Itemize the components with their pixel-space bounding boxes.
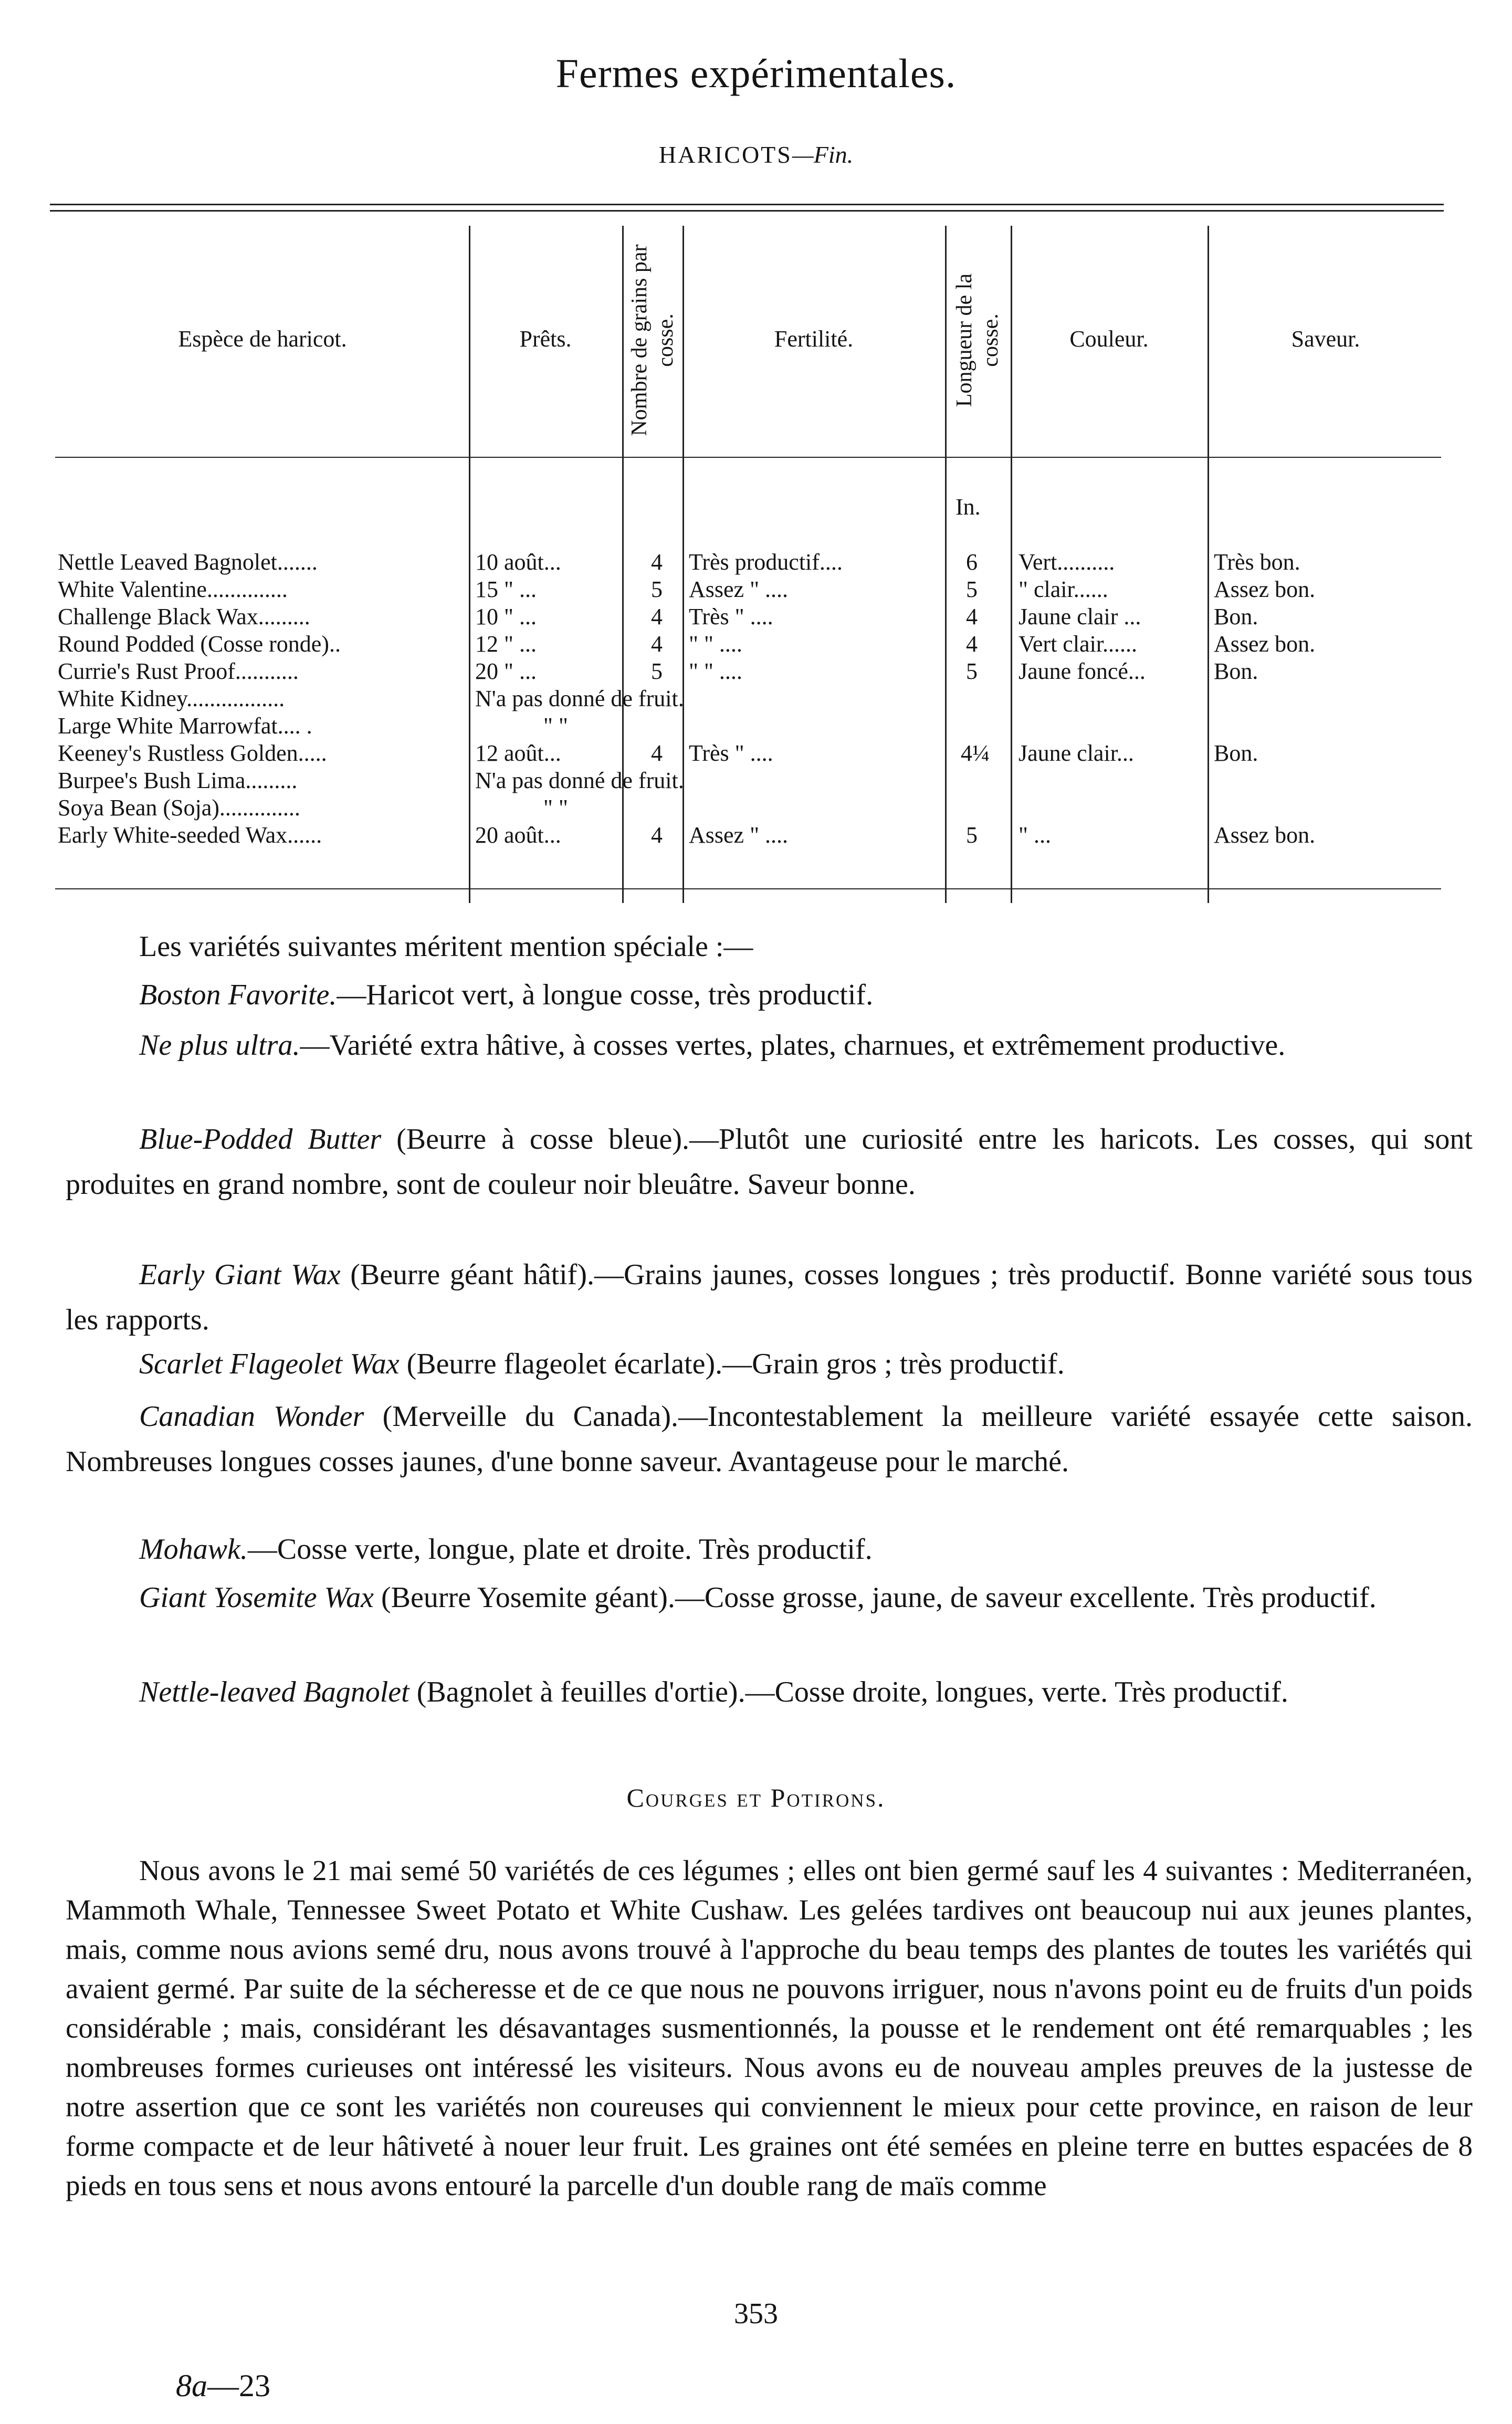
- row-longueur: 4: [966, 604, 978, 629]
- subtitle-section: HARICOTS: [658, 141, 792, 168]
- row-prets: 20 " ...: [475, 658, 537, 684]
- paragraph: [66, 1117, 1473, 1207]
- col-divider: [622, 226, 624, 903]
- paragraph: [66, 972, 1473, 1017]
- table-top-rule-2: [50, 210, 1444, 212]
- row-saveur: Assez bon.: [1214, 576, 1316, 602]
- row-longueur: 5: [966, 576, 978, 602]
- page-title: Fermes expérimentales.: [555, 50, 957, 96]
- row-name: Currie's Rust Proof...........: [58, 658, 299, 684]
- page-number: 353: [734, 2297, 778, 2330]
- row-prets: 15 " ...: [475, 576, 537, 602]
- row-name: White Kidney.................: [58, 686, 285, 711]
- paragraph-text: Nous avons le 21 mai semé 50 variétés de ces légumes ; elles ont bien germé sauf les 4 suivantes : Mediterranéen, Mammoth Whale, Tennessee Sweet Potato et White Cushaw. Les gelées tardives ont beaucoup nui aux jeunes plantes, mais, comme nous avions semé dru, nous avons trouvé à l'approche du beau temps des plantes de toutes les variétés qui avaient germé. Par suite de la sécheresse et de ce que nous ne pouvons irriguer, nous n'avons point eu de fruits d'un poids considérable ; mais, considérant les désavantages susmentionnés, la pousse et le rendement ont été remarquables ; les nombreuses formes curieuses ont intéressé les visiteurs. Nous avons eu de nouveau amples preuves de la justesse de notre assertion que ce sont les variétés non coureuses qui conviennent le mieux pour cette province, en raison de leur forme compacte et de leur hâtiveté à nouer leur fruit. Les graines ont été semées en pleine terre en buttes espacées de 8 pieds en tous sens et nous avons entouré la parcelle d'un double rang de maïs comme: [66, 1854, 1473, 2201]
- row-fertilite: Assez " ....: [689, 822, 789, 848]
- row-couleur: Jaune foncé...: [1018, 658, 1146, 684]
- paragraph-text: (Bagnolet à feuilles d'ortie).—Cosse droite, longues, verte. Très productif.: [409, 1676, 1288, 1708]
- variety-name: Blue-Podded Butter: [139, 1123, 382, 1156]
- row-name: Soya Bean (Soja)..............: [58, 795, 300, 821]
- footer-code-italic: 8a: [176, 2368, 207, 2403]
- row-couleur: Jaune clair ...: [1018, 604, 1141, 629]
- row-prets: 12 " ...: [475, 631, 537, 657]
- row-saveur: Assez bon.: [1214, 822, 1316, 848]
- paragraph: [66, 1252, 1473, 1342]
- row-fertilite: Très " ....: [689, 740, 773, 766]
- row-name: Round Podded (Cosse ronde)..: [58, 631, 341, 657]
- row-note: " ": [543, 795, 568, 821]
- subtitle-suffix: —Fin.: [792, 141, 854, 168]
- row-name: Large White Marrowfat.... .: [58, 713, 312, 739]
- row-fertilite: Très " ....: [689, 604, 773, 629]
- variety-name: Boston Favorite.: [139, 979, 337, 1011]
- row-couleur: Jaune clair...: [1018, 740, 1134, 766]
- row-prets: 12 août...: [475, 740, 561, 766]
- row-grains: 4: [651, 604, 663, 629]
- paragraph: [66, 1394, 1473, 1484]
- row-grains: 5: [651, 576, 663, 602]
- variety-name: Mohawk.: [139, 1533, 248, 1566]
- paragraph-text: —Variété extra hâtive, à cosses vertes, plates, charnues, et extrêmement productive.: [300, 1029, 1286, 1062]
- row-fertilite: Assez " ....: [689, 576, 789, 602]
- row-couleur: Vert..........: [1018, 549, 1115, 575]
- variety-name: Early Giant Wax: [139, 1258, 341, 1291]
- paragraph: [66, 1670, 1473, 1715]
- row-longueur: 6: [966, 549, 978, 575]
- variety-name: Giant Yosemite Wax: [139, 1581, 374, 1614]
- row-name: Nettle Leaved Bagnolet.......: [58, 549, 318, 575]
- variety-name: Scarlet Flageolet Wax: [139, 1348, 400, 1380]
- row-note: N'a pas donné de fruit.: [475, 686, 684, 711]
- row-saveur: Bon.: [1214, 740, 1258, 766]
- col-header-espece: Espèce de haricot.: [178, 326, 347, 352]
- paragraph-text: (Beurre à cosse bleue).—Plutôt une curiosité entre les haricots. Les cosses, qui sont produites en grand nombre, sont de couleur noir bleuâtre. Saveur bonne.: [66, 1123, 1473, 1201]
- row-name: Challenge Black Wax.........: [58, 604, 310, 629]
- col-header-fertilite: Fertilité.: [774, 326, 854, 352]
- row-name: Keeney's Rustless Golden.....: [58, 740, 327, 766]
- paragraph-text: —Cosse verte, longue, plate et droite. Très productif.: [247, 1533, 873, 1566]
- row-grains: 4: [651, 631, 663, 657]
- variety-name: Ne plus ultra.: [139, 1029, 300, 1062]
- row-fertilite: " " ....: [689, 631, 742, 657]
- paragraph-text: (Beurre flageolet écarlate).—Grain gros ; très productif.: [399, 1348, 1065, 1380]
- table-top-rule: [50, 204, 1444, 205]
- row-longueur: 5: [966, 658, 978, 684]
- section-paragraph: [66, 1851, 1473, 2205]
- col-header-couleur: Couleur.: [1069, 326, 1149, 352]
- row-note: " ": [543, 713, 568, 739]
- row-name: White Valentine..............: [58, 576, 288, 602]
- col-header-grains: Nombre de grains par cosse.: [627, 244, 678, 436]
- footer-code: [176, 2368, 270, 2404]
- row-note: N'a pas donné de fruit.: [475, 768, 684, 793]
- footer-code-rest: —23: [207, 2368, 270, 2403]
- variety-name: Nettle-leaved Bagnolet: [139, 1676, 410, 1708]
- row-couleur: " ...: [1018, 822, 1051, 848]
- col-header-prets: Prêts.: [519, 326, 572, 352]
- row-name: Burpee's Bush Lima.........: [58, 768, 298, 793]
- row-name: Early White-seeded Wax......: [58, 822, 322, 848]
- row-saveur: Très bon.: [1214, 549, 1300, 575]
- col-header-longueur: Longueur de la cosse.: [952, 273, 1003, 407]
- paragraph: [66, 1575, 1473, 1620]
- section-heading: Courges et Potirons.: [626, 1783, 886, 1812]
- variety-name: Canadian Wonder: [139, 1400, 364, 1433]
- paragraph: [66, 1023, 1473, 1068]
- paragraph-text: Les variétés suivantes méritent mention spéciale :—: [139, 930, 753, 963]
- paragraph-text: (Beurre Yosemite géant).—Cosse grosse, jaune, de saveur excellente. Très productif.: [374, 1581, 1377, 1614]
- row-longueur: 5: [966, 822, 978, 848]
- paragraph: [66, 924, 1473, 969]
- row-grains: 4: [651, 549, 663, 575]
- unit-label: In.: [956, 494, 981, 520]
- paragraph-text: —Haricot vert, à longue cosse, très productif.: [337, 979, 874, 1011]
- table-bottom-rule: [55, 888, 1441, 889]
- row-prets: 20 août...: [475, 822, 561, 848]
- paragraph-text: (Beurre géant hâtif).—Grains jaunes, cosses longues ; très productif. Bonne variété sous tous les rapports.: [66, 1258, 1473, 1336]
- row-grains: 4: [651, 822, 663, 848]
- row-grains: 5: [651, 658, 663, 684]
- row-prets: 10 août...: [475, 549, 561, 575]
- table-header-rule: [55, 457, 1441, 458]
- row-grains: 4: [651, 740, 663, 766]
- row-longueur: 4¼: [961, 740, 990, 766]
- row-fertilite: Très productif....: [689, 549, 843, 575]
- paragraph: [66, 1527, 1473, 1572]
- col-divider: [945, 226, 947, 903]
- row-saveur: Bon.: [1214, 658, 1258, 684]
- row-longueur: 4: [966, 631, 978, 657]
- page-subtitle: [0, 141, 1512, 169]
- row-prets: 10 " ...: [475, 604, 537, 629]
- row-couleur: Vert clair......: [1018, 631, 1138, 657]
- paragraph-text: (Merveille du Canada).—Incontestablement la meilleure variété essayée cette saison. Nombreuses longues cosses jaunes, d'une bonne saveur. Avantageuse pour le marché.: [66, 1400, 1473, 1478]
- col-header-saveur: Saveur.: [1291, 326, 1360, 352]
- row-couleur: " clair......: [1018, 576, 1108, 602]
- row-saveur: Assez bon.: [1214, 631, 1316, 657]
- row-saveur: Bon.: [1214, 604, 1258, 629]
- paragraph: [66, 1341, 1473, 1387]
- row-fertilite: " " ....: [689, 658, 742, 684]
